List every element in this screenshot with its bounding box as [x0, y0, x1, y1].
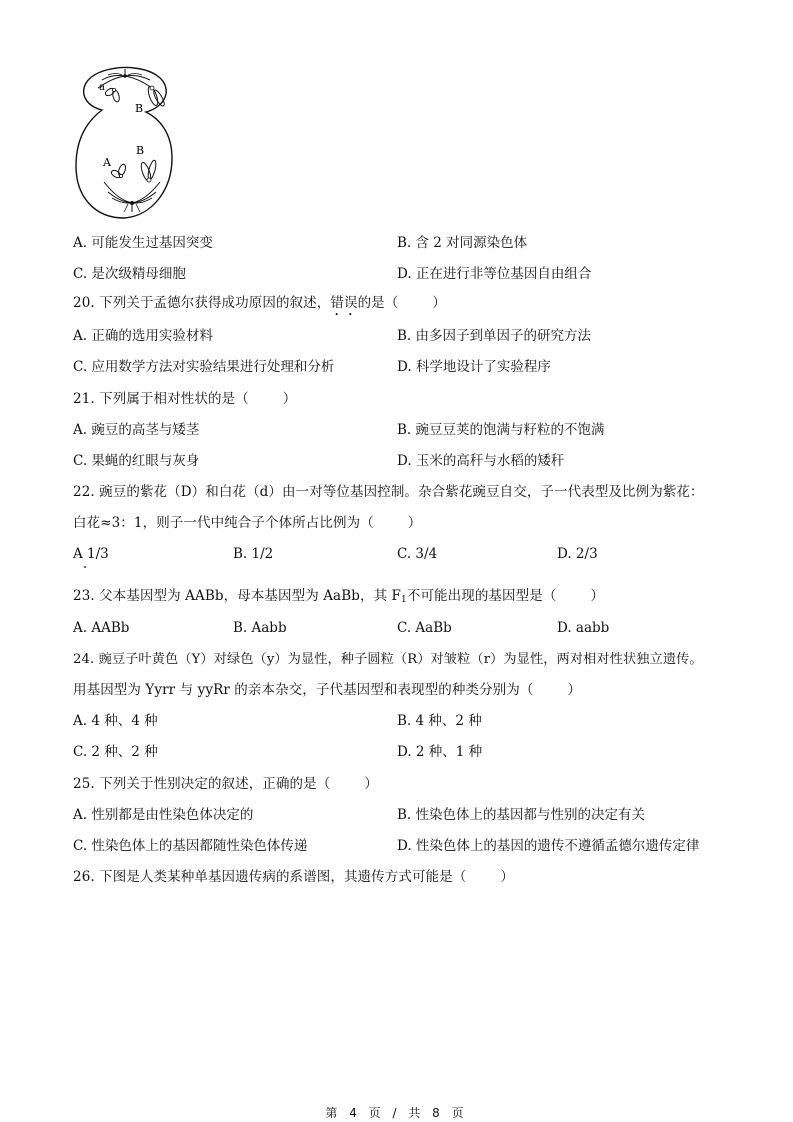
q25-option-b: B. 性染色体上的基因都与性别的决定有关 — [397, 807, 646, 823]
q22-stem-line1: 22. 豌豆的紫花（D）和白花（d）由一对等位基因控制。杂合紫花豌豆自交，子一代表型及比例为紫花： — [73, 484, 704, 500]
svg-text:A: A — [103, 156, 111, 169]
cell-division-figure — [72, 66, 176, 222]
q24-stem-line2: 用基因型为 Yyrr 与 yyRr 的亲本杂交，子代基因型和表现型的种类分别为（ ） — [73, 682, 582, 698]
q23-option-d: D. aabb — [557, 620, 610, 636]
q22-option-a: A 1/3 — [73, 546, 109, 562]
q23-stem: 23. 父本基因型为 AABb，母本基因型为 AaBb，其 $F_1$不可能出现的基因型是（ ） — [73, 588, 605, 605]
q23-option-a: A. AABb — [73, 620, 130, 636]
q25-stem: 25. 下列关于性别决定的叙述，正确的是（ ） — [73, 776, 378, 792]
q21-option-d: D. 玉米的高秆与水稻的矮秆 — [397, 453, 565, 469]
q20-option-a: A. 正确的选用实验材料 — [73, 328, 213, 344]
q20-stem: 20. 下列关于孟德尔获得成功原因的叙述，错误的是（ ） — [73, 295, 446, 311]
q26-stem: 26. 下图是人类某种单基因遗传病的系谱图，其遗传方式可能是（ ） — [73, 869, 514, 885]
svg-text:a: a — [99, 82, 105, 93]
q22-option-b: B. 1/2 — [233, 546, 274, 562]
q21-option-a: A. 豌豆的高茎与矮茎 — [73, 422, 200, 438]
q19-option-b: B. 含 2 对同源染色体 — [397, 235, 528, 251]
page-number-footer: 第 4 页 / 共 8 页 — [325, 1106, 468, 1120]
svg-text:B: B — [135, 102, 144, 115]
q25-option-d: D. 性染色体上的基因的遗传不遵循孟德尔遗传定律 — [397, 838, 700, 854]
q24-option-c: C. 2 种、2 种 — [73, 744, 158, 760]
stray-mark — [84, 566, 86, 568]
q24-stem-line1: 24. 豌豆子叶黄色（Y）对绿色（y）为显性，种子圆粒（R）对皱粒（r）为显性，两对相对性状独立遗传。 — [73, 652, 703, 667]
q20-option-c: C. 应用数学方法对实验结果进行处理和分析 — [73, 359, 335, 375]
q22-option-d: D. 2/3 — [557, 546, 598, 562]
q22-stem-line2: 白花≈3：1，则子一代中纯合子个体所占比例为（ ） — [73, 515, 422, 531]
q19-option-a: A. 可能发生过基因突变 — [73, 235, 213, 251]
q23-option-b: B. Aabb — [233, 620, 287, 636]
q19-option-d: D. 正在进行非等位基因自由组合 — [397, 266, 592, 282]
emphasis-word: 错误 — [330, 295, 358, 311]
q21-stem: 21. 下列属于相对性状的是（ ） — [73, 391, 297, 407]
q20-option-d: D. 科学地设计了实验程序 — [397, 359, 551, 375]
q24-option-d: D. 2 种、1 种 — [397, 744, 483, 760]
q22-option-c: C. 3/4 — [397, 546, 438, 562]
q25-option-c: C. 性染色体上的基因都随性染色体传递 — [73, 838, 308, 854]
svg-text:B: B — [136, 144, 145, 157]
q24-option-b: B. 4 种、2 种 — [397, 713, 482, 729]
q19-option-c: C. 是次级精母细胞 — [73, 266, 186, 282]
q23-option-c: C. AaBb — [397, 620, 452, 636]
q25-option-a: A. 性别都是由性染色体决定的 — [73, 807, 254, 823]
q21-option-b: B. 豌豆豆荚的饱满与籽粒的不饱满 — [397, 422, 605, 438]
q21-option-c: C. 果蝇的红眼与灰身 — [73, 453, 200, 469]
q20-option-b: B. 由多因子到单因子的研究方法 — [397, 328, 592, 344]
q24-option-a: A. 4 种、4 种 — [73, 713, 158, 729]
